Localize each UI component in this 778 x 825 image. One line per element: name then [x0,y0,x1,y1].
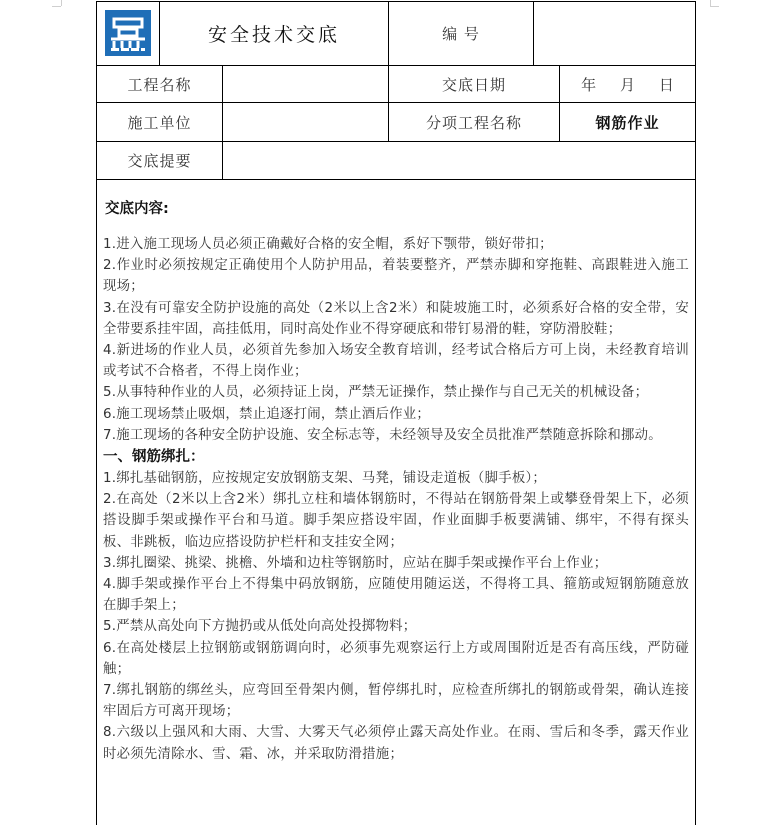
date-field[interactable]: 年 月 日 [581,75,674,94]
list-item: 8.六级以上强风和大雨、大雪、大雾天气必须停止露天高处作业。在雨、雪后和冬季，露天作业时必须先清除水、雪、霜、冰，并采取防滑措施； [103,725,689,762]
summary-label: 交底提要 [127,152,192,170]
list-item: 2.在高处（2米以上含2米）绑扎立柱和墙体钢筋时，不得站在钢筋骨架上或攀登骨架上下，必须搭设脚手架或操作平台和马道。脚手架应搭设牢固，作业面脚手板要满铺、绑牢，不得有探头板、非跳板，临边应搭设防护栏杆和支挂安全网； [103,492,689,550]
list-item: 1.绑扎基础钢筋，应按规定安放钢筋支架、马凳，铺设走道板（脚手板）； [103,471,547,487]
sub-project-label: 分项工程名称 [425,113,522,132]
list-item: 5.从事特种作业的人员，必须持证上岗，严禁无证操作，禁止操作与自己无关的机械设备； [103,385,649,401]
list-item: 6.施工现场禁止吸烟，禁止追逐打闹，禁止酒后作业； [103,406,431,422]
list-item: 7.施工现场的各种安全防护设施、安全标志等，未经领导及安全员批准严禁随意拆除和挪动。 [103,427,662,443]
form-title: 安全技术交底 [207,24,340,46]
content-heading: 交底内容: [105,201,169,217]
list-item: 4.新进场的作业人员，必须首先参加入场安全教育培训，经考试合格后方可上岗，未经教育培训或考试不合格者，不得上岗作业； [103,343,689,380]
project-name-label: 工程名称 [127,75,192,94]
margin-guide [710,6,719,7]
list-item: 3.绑扎圈梁、挑梁、挑檐、外墙和边柱等钢筋时，应站在脚手架或操作平台上作业； [103,555,608,571]
unit-field[interactable] [223,103,388,141]
unit-label: 施工单位 [127,113,192,132]
margin-guide [52,6,61,7]
summary-field[interactable] [223,142,695,179]
date-label: 交底日期 [441,75,506,94]
row-divider [97,179,695,180]
safety-disclosure-form [96,1,696,825]
list-item: 7.绑扎钢筋的绑丝头，应弯回至骨架内侧，暂停绑扎时，应检查所绑扎的钢筋或骨架，确认连接牢固后方可离开现场； [103,683,689,720]
disclosure-content [103,185,689,765]
list-item: 3.在没有可靠安全防护设施的高处（2米以上含2米）和陡坡施工时，必须系好合格的安全带，安全带要系挂牢固，高挂低用，同时高处作业不得穿硬底和带钉易滑的鞋，穿防滑胶鞋； [103,300,689,337]
list-item: 2.作业时必须按规定正确使用个人防护用品，着装要整齐，严禁赤脚和穿拖鞋、高跟鞋进入施工现场； [103,258,689,295]
number-field[interactable] [534,2,695,65]
number-label: 编 号 [442,25,480,43]
company-logo-icon [105,10,151,56]
sub-project-value: 钢筋作业 [595,113,660,132]
margin-guide [61,0,62,6]
list-item: 4.脚手架或操作平台上不得集中码放钢筋，应随使用随运送，不得将工具、箍筋或短钢筋随意放在脚手架上； [103,577,689,614]
section-title: 一、钢筋绑扎： [103,449,205,466]
list-item: 1.进入施工现场人员必须正确戴好合格的安全帽，系好下颚带，锁好带扣； [103,237,553,252]
project-name-field[interactable] [223,66,388,102]
list-item: 5.严禁从高处向下方抛扔或从低处向高处投掷物料； [103,619,417,635]
list-item: 6.在高处楼层上拉钢筋或钢筋调向时，必须事先观察运行上方或周围附近是否有高压线，严防碰触； [103,640,689,677]
